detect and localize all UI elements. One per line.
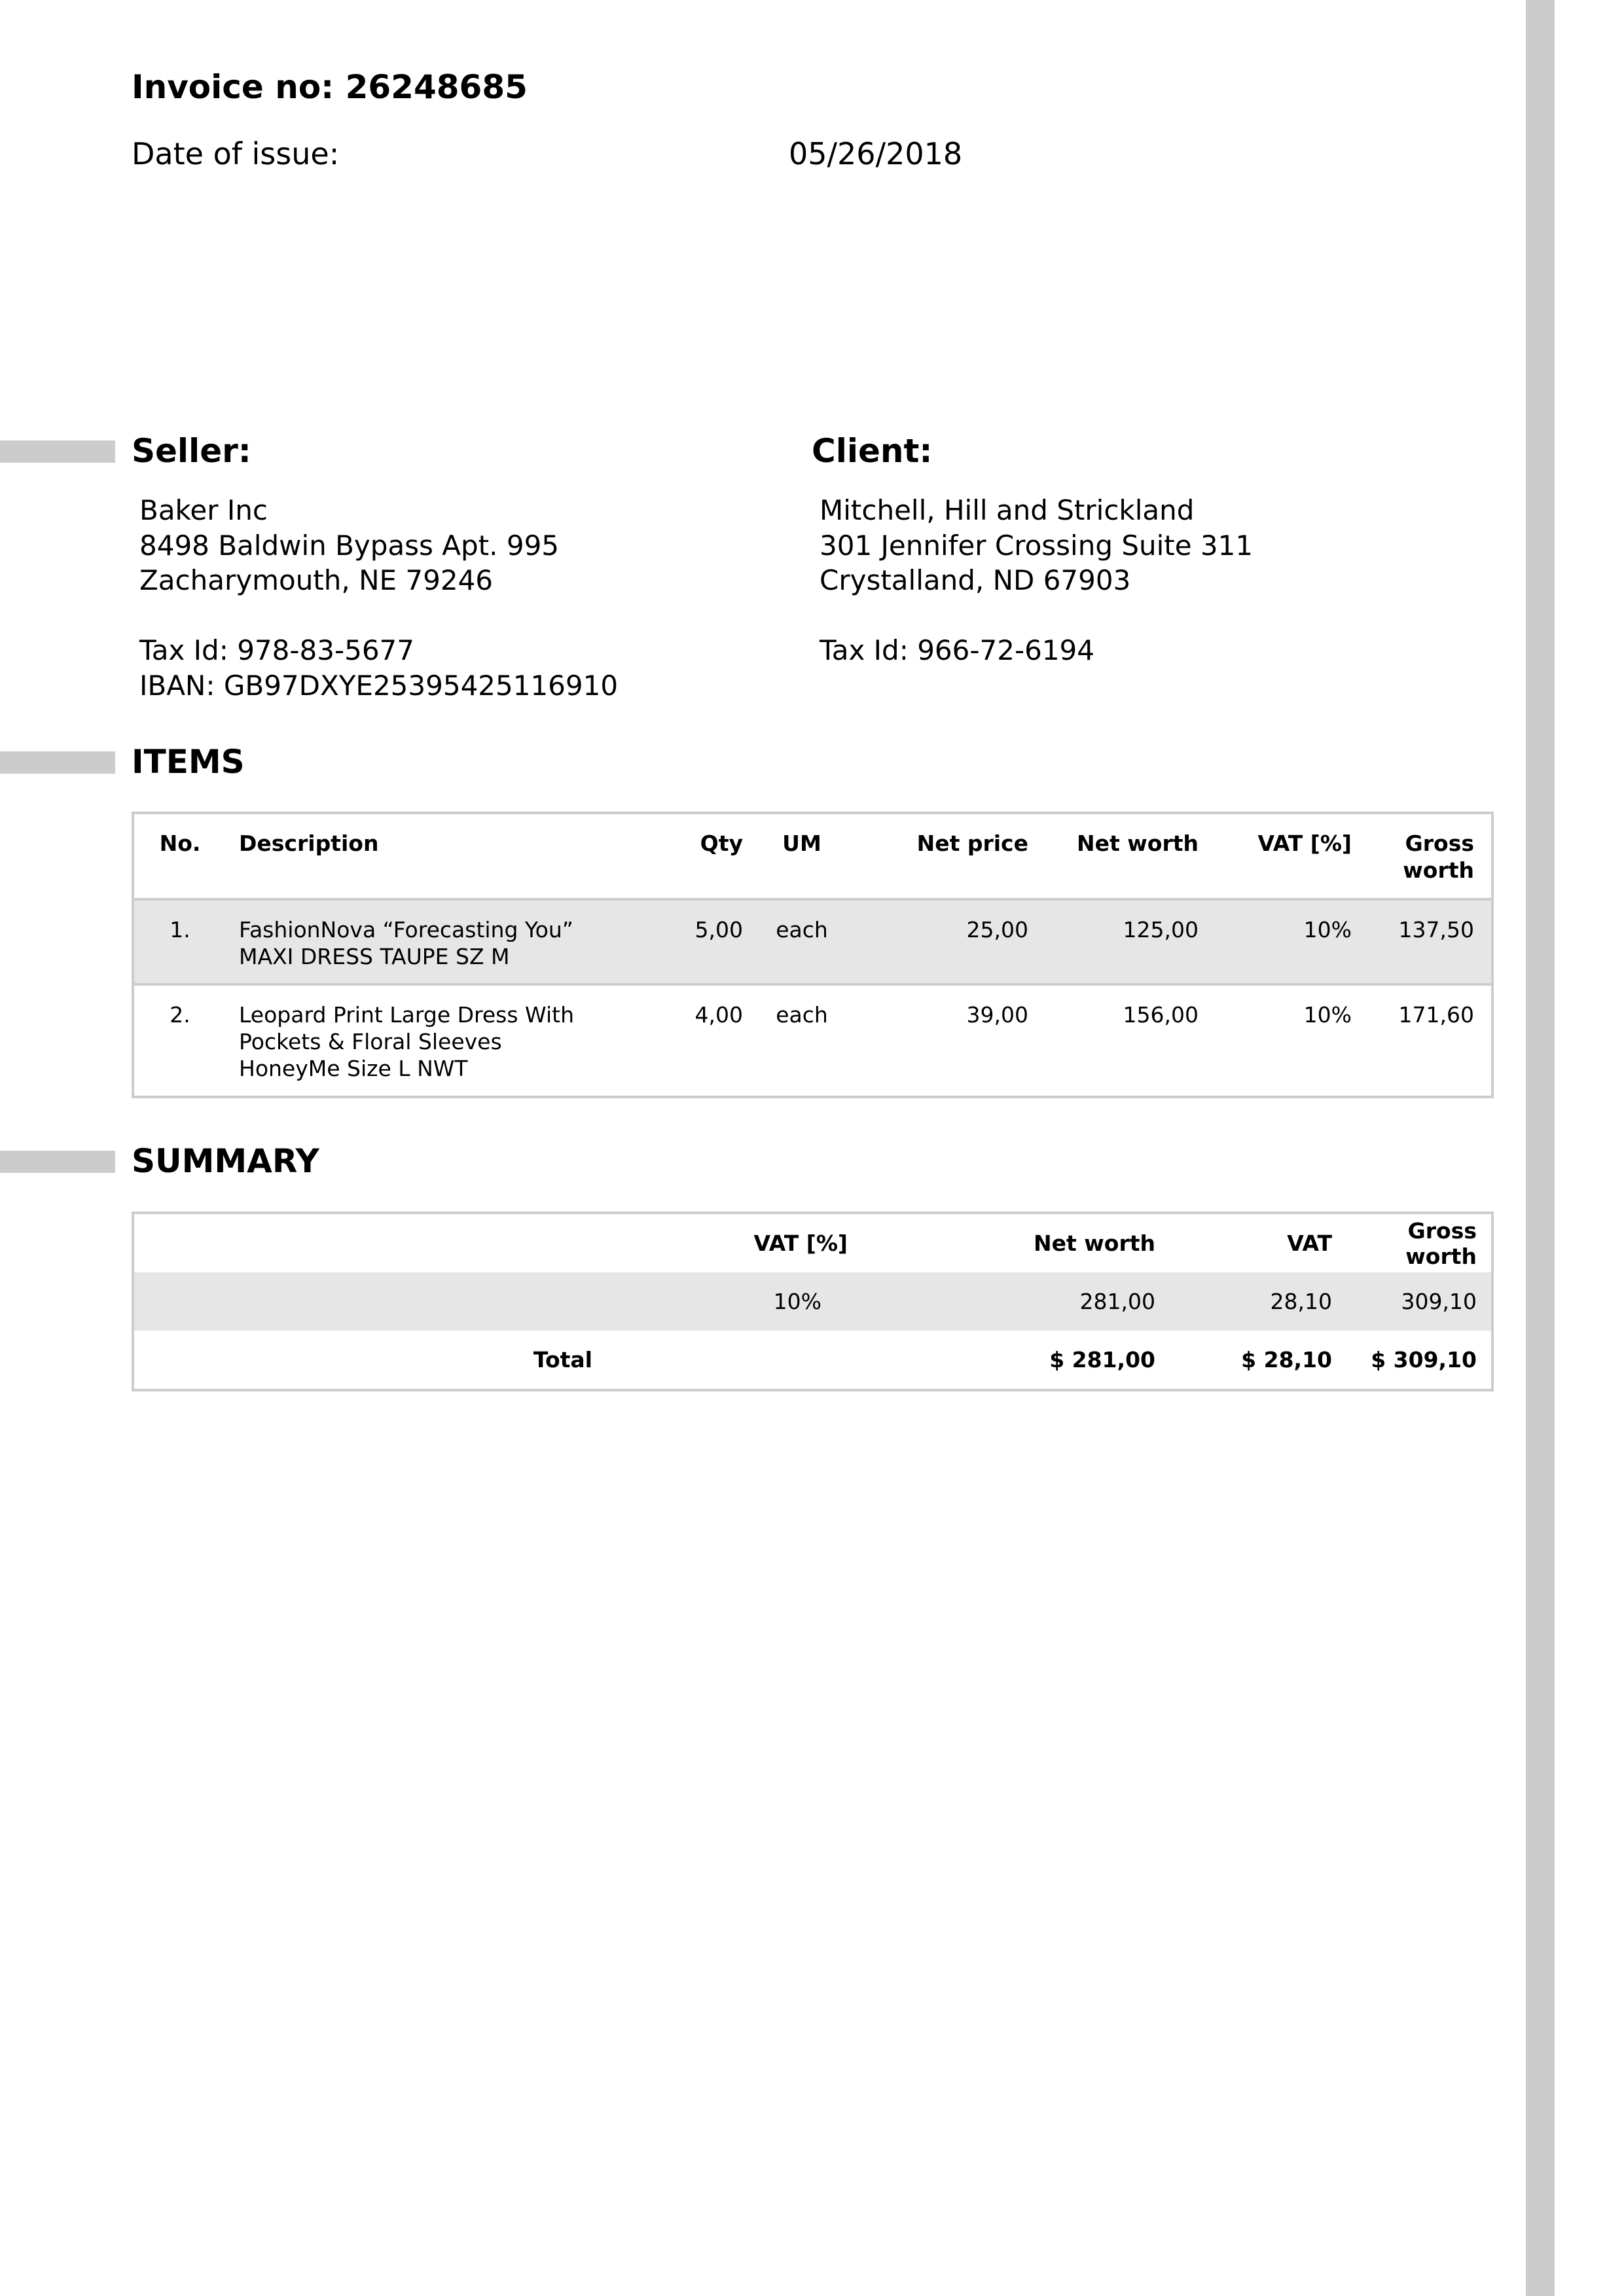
seller-line: IBAN: GB97DXYE25395425116910: [139, 669, 619, 702]
col-header-description: Description: [239, 831, 379, 856]
summary-header-spacer: [134, 1214, 592, 1272]
summary-gross-worth: 309,10: [1345, 1272, 1491, 1331]
client-line: Tax Id: 966-72-6194: [820, 634, 1094, 666]
col-header-net-price: Net price: [916, 831, 1028, 856]
summary-header-row: [134, 1214, 1491, 1272]
item-vat: 10%: [1214, 899, 1371, 984]
item-qty: 4,00: [695, 1002, 743, 1028]
item-gross-worth: 137,50: [1371, 899, 1491, 984]
seller-line: [139, 598, 618, 634]
col-header-net-worth: Net worth: [1077, 831, 1199, 856]
right-margin-stripe: [1526, 0, 1555, 2296]
summary-table: [132, 1211, 1494, 1391]
item-qty: 5,00: [632, 899, 756, 984]
summary-col-gross-worth: Gross worth: [1405, 1217, 1477, 1269]
summary-row: [134, 1272, 1491, 1331]
item-no: 2.: [170, 1002, 190, 1028]
items-header-row: [134, 814, 1491, 899]
seller-details: [139, 493, 618, 703]
summary-net-worth: 281,00: [867, 1272, 1168, 1331]
col-header-um: UM: [782, 831, 821, 856]
seller-line: 8498 Baldwin Bypass Apt. 995: [139, 529, 560, 562]
item-vat: 10%: [1303, 1002, 1352, 1028]
client-line: Mitchell, Hill and Strickland: [820, 494, 1195, 526]
summary-col-vat: VAT: [1287, 1230, 1332, 1256]
summary-total-net-worth: $ 281,00: [1049, 1347, 1155, 1372]
invoice-title: Invoice no: 26248685: [132, 68, 528, 106]
item-no: 1.: [134, 899, 226, 984]
col-header-gross-worth: Gross worth: [1403, 831, 1474, 883]
items-section-bar: [0, 751, 115, 774]
items-table: [132, 812, 1494, 1098]
summary-total-gross-worth: $ 309,10: [1371, 1347, 1477, 1372]
date-of-issue-value: 05/26/2018: [789, 136, 963, 171]
col-header-no: No.: [159, 831, 201, 856]
client-line: [820, 598, 1253, 634]
summary-section-bar: [0, 1151, 115, 1173]
summary-heading: SUMMARY: [132, 1142, 319, 1180]
col-header-qty: Qty: [700, 831, 743, 856]
summary-total-vat: $ 28,10: [1241, 1347, 1332, 1372]
item-net-price: 25,00: [848, 899, 1044, 984]
items-heading: ITEMS: [132, 743, 245, 781]
seller-line: Tax Id: 978-83-5677: [139, 634, 414, 666]
seller-heading: Seller:: [132, 432, 251, 470]
client-heading: Client:: [812, 432, 933, 470]
summary-total-label: Total: [533, 1347, 592, 1372]
item-net-worth: 125,00: [1044, 899, 1214, 984]
item-description: FashionNova “Forecasting You” MAXI DRESS TAUPE SZ M: [226, 899, 632, 984]
item-gross-worth: 171,60: [1398, 1002, 1474, 1028]
summary-vat: 28,10: [1168, 1272, 1345, 1331]
summary-vat-rate: 10%: [592, 1272, 867, 1331]
date-of-issue-label: Date of issue:: [132, 136, 340, 171]
seller-line: Baker Inc: [139, 494, 268, 526]
client-line: Crystalland, ND 67903: [820, 564, 1131, 596]
client-details: [820, 493, 1253, 668]
seller-line: Zacharymouth, NE 79246: [139, 564, 494, 596]
summary-total-row: [134, 1331, 1491, 1389]
seller-section-bar: [0, 440, 115, 463]
item-um: each: [756, 899, 848, 984]
client-line: 301 Jennifer Crossing Suite 311: [820, 529, 1254, 562]
table-row: [134, 984, 1491, 1096]
summary-total-spacer: [592, 1331, 867, 1389]
item-net-price: 39,00: [966, 1002, 1028, 1028]
table-row: [134, 899, 1491, 984]
item-description: Leopard Print Large Dress With Pockets & Floral Sleeves HoneyMe Size L NWT: [239, 1002, 574, 1081]
summary-col-vat-rate: VAT [%]: [753, 1230, 848, 1256]
item-net-worth: 156,00: [1123, 1002, 1199, 1028]
summary-col-net-worth: Net worth: [1034, 1230, 1155, 1256]
item-um: each: [776, 1002, 828, 1028]
summary-row-spacer: [134, 1272, 592, 1331]
col-header-vat: VAT [%]: [1257, 831, 1352, 856]
